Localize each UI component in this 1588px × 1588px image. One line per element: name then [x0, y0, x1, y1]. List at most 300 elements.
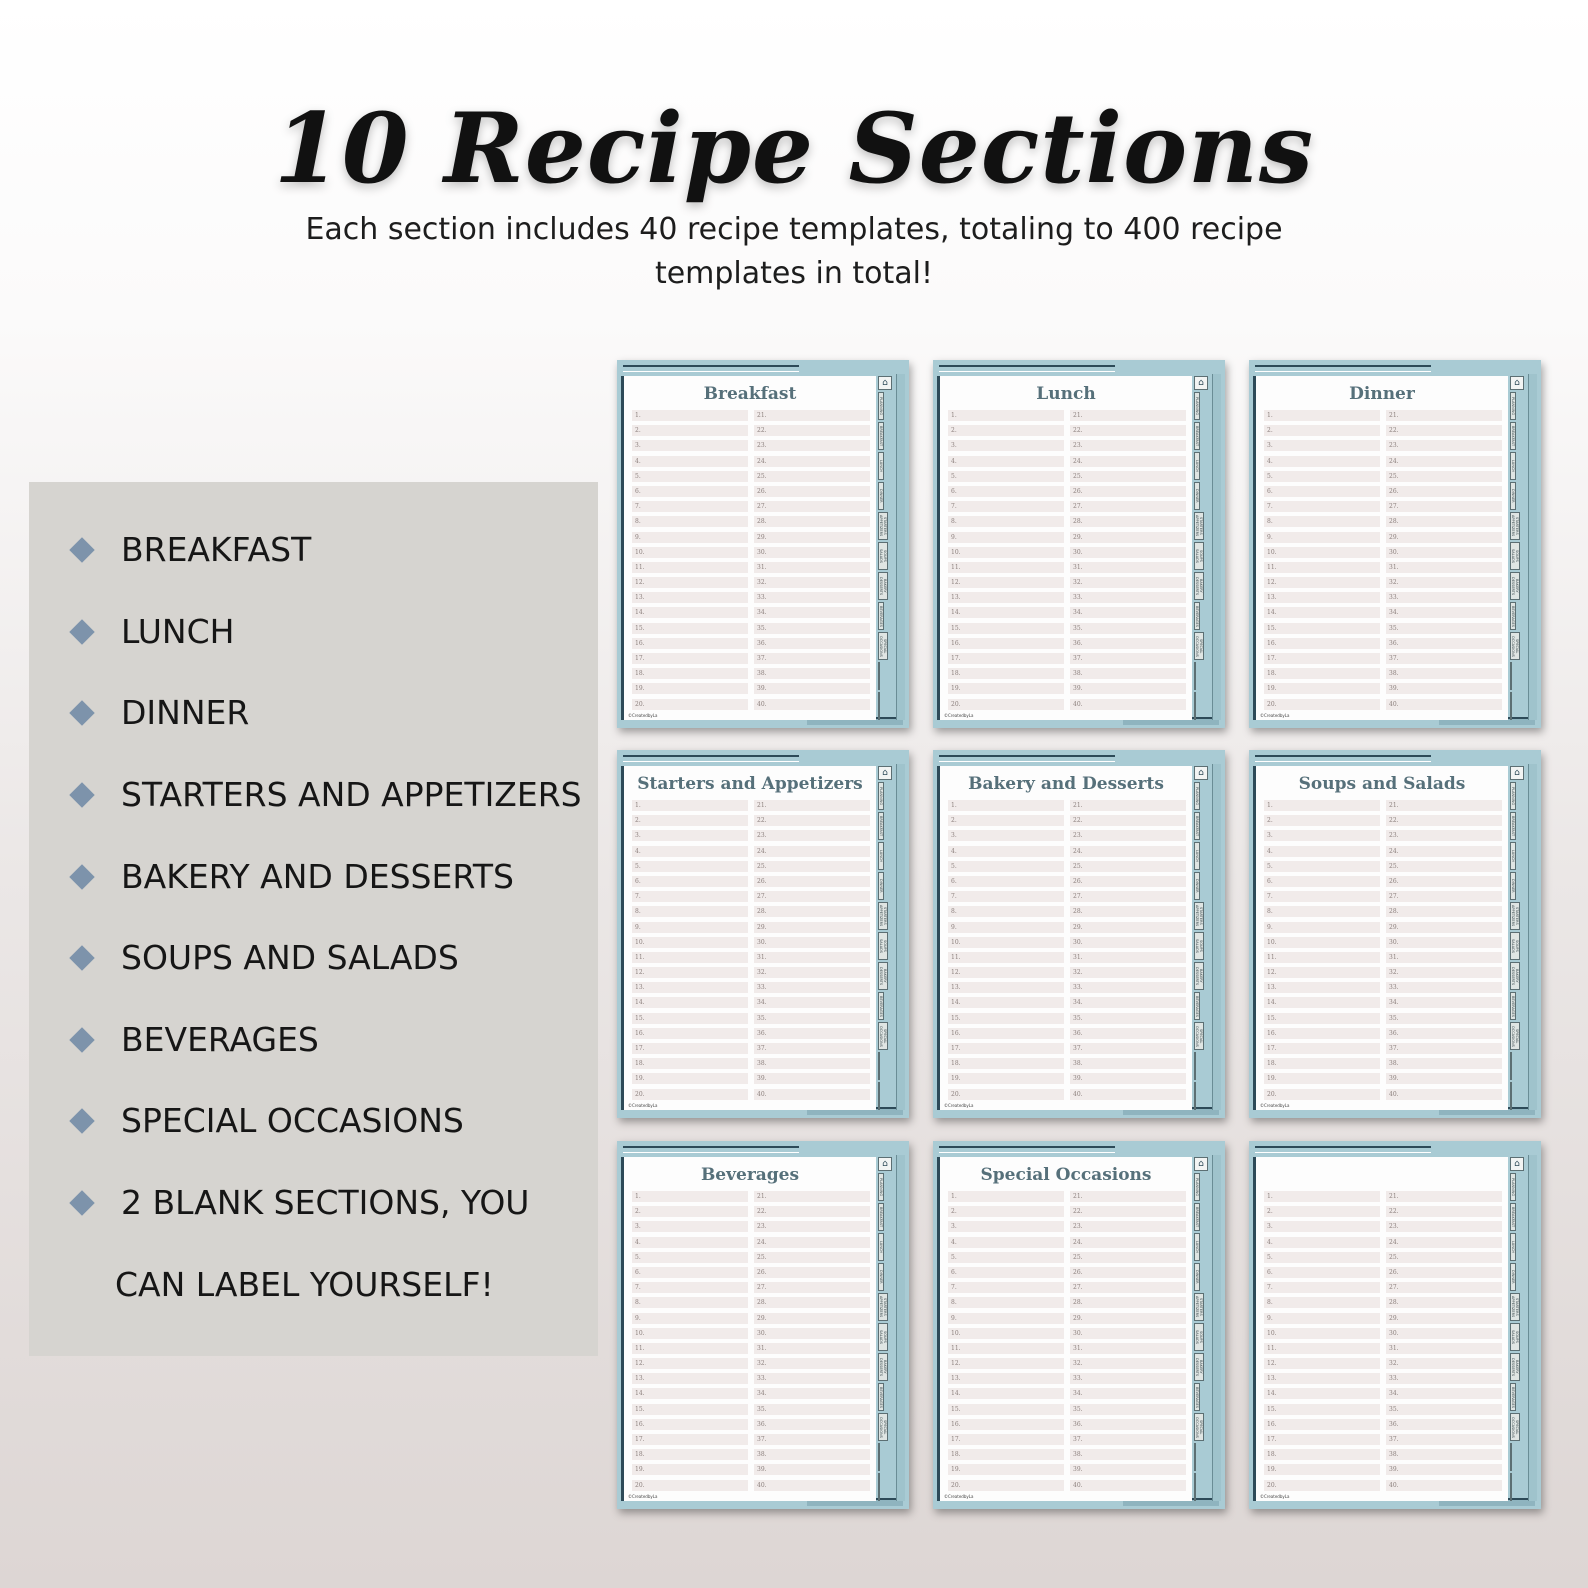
recipe-entry-field: 23. [1070, 1221, 1186, 1232]
section-tabs [878, 766, 892, 1106]
section-tab: LUNCH [1194, 452, 1200, 480]
recipe-index-row [632, 846, 870, 861]
recipe-entry-field: 8. [1264, 516, 1380, 527]
recipe-entry-field: 26. [754, 876, 870, 887]
recipe-entry-field: 3. [632, 440, 748, 451]
page-side-bar [1212, 374, 1221, 720]
recipe-index-row [632, 1221, 870, 1236]
recipe-entry-field: 39. [1386, 1464, 1502, 1475]
recipe-index-row [632, 547, 870, 562]
section-tab: SPECIAL OCCASIONS [878, 632, 888, 660]
recipe-entry-field: 2. [632, 1206, 748, 1217]
recipe-index-row [948, 1282, 1186, 1297]
recipe-entry-field: 28. [1386, 516, 1502, 527]
recipe-entry-field: 16. [1264, 1028, 1380, 1039]
recipe-entry-field: 23. [1386, 1221, 1502, 1232]
section-tab: BEVERAGES [1510, 602, 1516, 630]
recipe-index-rows [632, 1191, 870, 1495]
section-tab: BAKERY DESSERTS [1510, 1353, 1520, 1381]
recipe-entry-field: 36. [1386, 1028, 1502, 1039]
recipe-entry-field: 24. [1070, 456, 1186, 467]
recipe-index-row [948, 846, 1186, 861]
recipe-entry-field: 2. [948, 425, 1064, 436]
recipe-entry-field: 3. [1264, 440, 1380, 451]
recipe-entry-field: 38. [1386, 668, 1502, 679]
section-tab: PLANNING [878, 782, 884, 810]
recipe-entry-field: 28. [754, 516, 870, 527]
recipe-index-row [1264, 1282, 1502, 1297]
recipe-entry-field: 17. [632, 653, 748, 664]
section-tabs [1194, 1157, 1208, 1497]
blank-section-tab [878, 1443, 880, 1471]
recipe-entry-field: 28. [754, 906, 870, 917]
blank-section-tab [878, 692, 880, 720]
recipe-entry-field: 8. [1264, 1297, 1380, 1308]
recipe-entry-field: 40. [1386, 699, 1502, 710]
section-tab: SOUPS SALADS [1194, 932, 1204, 960]
recipe-entry-field: 24. [754, 846, 870, 857]
recipe-index-row [948, 1388, 1186, 1403]
recipe-index-row [948, 516, 1186, 531]
recipe-entry-field: 22. [1386, 1206, 1502, 1217]
blank-section-tab [1510, 662, 1512, 690]
recipe-entry-field: 7. [1264, 891, 1380, 902]
recipe-entry-field: 37. [754, 1043, 870, 1054]
recipe-entry-field: 35. [1070, 1013, 1186, 1024]
page-sheet [621, 1157, 876, 1501]
page-sheet [1253, 1157, 1508, 1501]
recipe-entry-field: 14. [948, 997, 1064, 1008]
page-top-rule [1255, 365, 1431, 372]
recipe-entry-field: 40. [1070, 1480, 1186, 1491]
recipe-entry-field: 29. [1070, 532, 1186, 543]
recipe-index-row [948, 1434, 1186, 1449]
recipe-index-row [632, 967, 870, 982]
recipe-entry-field: 32. [754, 577, 870, 588]
recipe-index-row [632, 440, 870, 455]
recipe-index-row [948, 876, 1186, 891]
recipe-entry-field: 29. [754, 922, 870, 933]
recipe-entry-field: 30. [1070, 547, 1186, 558]
recipe-entry-field: 18. [632, 1449, 748, 1460]
section-tab: SPECIAL OCCASIONS [1510, 632, 1520, 660]
recipe-entry-field: 27. [754, 1282, 870, 1293]
recipe-entry-field: 13. [1264, 592, 1380, 603]
recipe-entry-field: 24. [1070, 846, 1186, 857]
recipe-index-row [1264, 1343, 1502, 1358]
list-item: STARTERS AND APPETIZERS [73, 775, 582, 814]
recipe-index-row [948, 1464, 1186, 1479]
recipe-entry-field: 2. [948, 1206, 1064, 1217]
recipe-entry-field: 27. [1070, 501, 1186, 512]
recipe-entry-field: 11. [1264, 1343, 1380, 1354]
page-sheet [937, 1157, 1192, 1501]
recipe-index-row [632, 577, 870, 592]
recipe-index-row [1264, 1089, 1502, 1104]
recipe-entry-field: 34. [754, 1388, 870, 1399]
section-tab: LUNCH [1510, 842, 1516, 870]
recipe-entry-field: 1. [1264, 1191, 1380, 1202]
recipe-index-row [632, 1058, 870, 1073]
recipe-index-row [948, 1480, 1186, 1495]
recipe-entry-field: 36. [1386, 638, 1502, 649]
recipe-entry-field: 11. [948, 1343, 1064, 1354]
recipe-entry-field: 9. [948, 1313, 1064, 1324]
recipe-entry-field: 14. [632, 997, 748, 1008]
recipe-index-row [948, 800, 1186, 815]
section-tab: SOUPS SALADS [1194, 542, 1204, 570]
recipe-index-row [1264, 846, 1502, 861]
recipe-index-row [632, 1434, 870, 1449]
recipe-index-row [1264, 891, 1502, 906]
recipe-index-row [632, 623, 870, 638]
recipe-entry-field: 6. [1264, 876, 1380, 887]
recipe-entry-field: 1. [632, 1191, 748, 1202]
recipe-index-row [948, 1404, 1186, 1419]
recipe-entry-field: 12. [632, 577, 748, 588]
page-footer-credit: ©CreatedbyLa [1260, 1103, 1290, 1108]
section-tab: STARTERS APPETIZERS [878, 1293, 888, 1321]
section-tab: BREAKFAST [878, 1203, 884, 1231]
recipe-index-row [1264, 623, 1502, 638]
recipe-entry-field: 2. [632, 425, 748, 436]
recipe-entry-field: 7. [632, 891, 748, 902]
recipe-index-row [1264, 1449, 1502, 1464]
recipe-entry-field: 5. [948, 861, 1064, 872]
recipe-entry-field: 23. [754, 1221, 870, 1232]
recipe-entry-field: 6. [632, 1267, 748, 1278]
recipe-entry-field: 24. [1386, 456, 1502, 467]
recipe-entry-field: 6. [948, 876, 1064, 887]
recipe-entry-field: 11. [948, 562, 1064, 573]
section-tabs [1510, 766, 1524, 1106]
recipe-entry-field: 21. [1070, 800, 1186, 811]
recipe-section-page [933, 750, 1225, 1118]
recipe-index-row [1264, 699, 1502, 714]
recipe-entry-field: 30. [754, 1328, 870, 1339]
section-tab: BREAKFAST [1194, 422, 1200, 450]
recipe-index-row [948, 906, 1186, 921]
recipe-entry-field: 25. [1070, 861, 1186, 872]
recipe-entry-field: 6. [948, 486, 1064, 497]
recipe-index-row [1264, 638, 1502, 653]
recipe-entry-field: 24. [1070, 1237, 1186, 1248]
recipe-entry-field: 7. [948, 891, 1064, 902]
recipe-entry-field: 4. [1264, 846, 1380, 857]
section-tab: BEVERAGES [1194, 602, 1200, 630]
recipe-entry-field: 9. [1264, 922, 1380, 933]
recipe-entry-field: 13. [632, 592, 748, 603]
recipe-entry-field: 15. [632, 623, 748, 634]
recipe-entry-field: 6. [948, 1267, 1064, 1278]
recipe-section-page [1249, 360, 1541, 728]
recipe-entry-field: 27. [754, 501, 870, 512]
recipe-entry-field: 21. [754, 410, 870, 421]
recipe-index-row [948, 1058, 1186, 1073]
recipe-index-row [632, 562, 870, 577]
page-side-bar [1528, 764, 1537, 1110]
section-tab: STARTERS APPETIZERS [878, 902, 888, 930]
page-footer-credit: ©CreatedbyLa [944, 1494, 974, 1499]
list-item: LUNCH [73, 612, 234, 651]
recipe-entry-field: 14. [1264, 997, 1380, 1008]
recipe-index-row [632, 1089, 870, 1104]
recipe-index-row [948, 922, 1186, 937]
recipe-entry-field: 14. [948, 607, 1064, 618]
recipe-index-row [1264, 501, 1502, 516]
recipe-entry-field: 12. [948, 577, 1064, 588]
list-item: DINNER [73, 693, 249, 732]
recipe-index-row [1264, 952, 1502, 967]
section-tab: DINNER [1510, 872, 1516, 900]
recipe-entry-field: 33. [1070, 1373, 1186, 1384]
recipe-entry-field: 37. [1386, 1043, 1502, 1054]
section-tab: LUNCH [878, 842, 884, 870]
recipe-index-row [632, 425, 870, 440]
recipe-entry-field: 15. [1264, 1013, 1380, 1024]
recipe-entry-field: 31. [1070, 952, 1186, 963]
recipe-index-row [632, 861, 870, 876]
home-icon: ⌂ [878, 1157, 892, 1171]
page-top-rule [1255, 755, 1431, 762]
recipe-entry-field: 23. [1070, 440, 1186, 451]
section-tab: BEVERAGES [1510, 1383, 1516, 1411]
section-tab: DINNER [1510, 482, 1516, 510]
recipe-entry-field: 3. [948, 1221, 1064, 1232]
recipe-entry-field: 37. [1070, 653, 1186, 664]
recipe-entry-field: 5. [1264, 861, 1380, 872]
recipe-entry-field: 32. [1386, 577, 1502, 588]
recipe-entry-field: 35. [754, 623, 870, 634]
recipe-index-row [632, 1388, 870, 1403]
recipe-entry-field: 31. [1386, 1343, 1502, 1354]
recipe-entry-field: 18. [1264, 668, 1380, 679]
recipe-entry-field: 1. [948, 1191, 1064, 1202]
recipe-index-row [948, 471, 1186, 486]
section-tab: BAKERY DESSERTS [1194, 572, 1204, 600]
recipe-entry-field: 17. [1264, 1434, 1380, 1445]
recipe-entry-field: 26. [1386, 486, 1502, 497]
recipe-index-row [1264, 1404, 1502, 1419]
recipe-entry-field: 39. [754, 683, 870, 694]
recipe-entry-field: 32. [1070, 1358, 1186, 1369]
page-top-rule [623, 365, 799, 372]
recipe-entry-field: 3. [1264, 1221, 1380, 1232]
recipe-entry-field: 34. [1070, 997, 1186, 1008]
recipe-entry-field: 12. [632, 1358, 748, 1369]
recipe-entry-field: 16. [1264, 1419, 1380, 1430]
recipe-entry-field: 33. [1386, 592, 1502, 603]
recipe-index-row [948, 1267, 1186, 1282]
recipe-index-row [632, 906, 870, 921]
recipe-index-row [948, 410, 1186, 425]
recipe-entry-field: 40. [1070, 1089, 1186, 1100]
section-tab: SPECIAL OCCASIONS [878, 1413, 888, 1441]
recipe-entry-field: 12. [632, 967, 748, 978]
recipe-index-row [1264, 982, 1502, 997]
section-tab: SPECIAL OCCASIONS [1194, 1413, 1204, 1441]
home-icon: ⌂ [1510, 1157, 1524, 1171]
section-tab: STARTERS APPETIZERS [1194, 902, 1204, 930]
section-tab: BEVERAGES [878, 1383, 884, 1411]
recipe-index-row [948, 607, 1186, 622]
blank-section-tab [1510, 1473, 1512, 1501]
recipe-entry-field: 29. [754, 532, 870, 543]
recipe-entry-field: 10. [1264, 547, 1380, 558]
page-side-bar [1528, 374, 1537, 720]
section-tab: BEVERAGES [878, 992, 884, 1020]
section-tabs [1194, 376, 1208, 716]
recipe-index-row [632, 1206, 870, 1221]
section-tab: BREAKFAST [878, 812, 884, 840]
recipe-entry-field: 26. [754, 486, 870, 497]
recipe-entry-field: 25. [754, 471, 870, 482]
section-page-title: Special Occasions [980, 1165, 1152, 1185]
recipe-entry-field: 19. [948, 1073, 1064, 1084]
page-footer-credit: ©CreatedbyLa [944, 1103, 974, 1108]
recipe-entry-field: 17. [948, 1434, 1064, 1445]
list-item: BREAKFAST [73, 530, 311, 569]
recipe-index-row [632, 800, 870, 815]
blank-section-tab [878, 1082, 880, 1110]
recipe-entry-field: 29. [754, 1313, 870, 1324]
section-tabs [1510, 1157, 1524, 1497]
recipe-entry-field: 38. [1070, 1449, 1186, 1460]
recipe-index-row [1264, 1480, 1502, 1495]
recipe-entry-field: 17. [1264, 1043, 1380, 1054]
list-item-continuation: CAN LABEL YOURSELF! [115, 1265, 494, 1304]
recipe-index-row [632, 1464, 870, 1479]
recipe-entry-field: 1. [1264, 410, 1380, 421]
recipe-index-row [948, 1221, 1186, 1236]
section-page-title: Bakery and Desserts [968, 774, 1164, 794]
section-tabs [878, 376, 892, 716]
list-item: SOUPS AND SALADS [73, 938, 459, 977]
recipe-entry-field: 19. [1264, 1464, 1380, 1475]
recipe-entry-field: 39. [1386, 1073, 1502, 1084]
blank-section-tab [1194, 1443, 1196, 1471]
recipe-index-row [948, 1358, 1186, 1373]
recipe-entry-field: 32. [1070, 577, 1186, 588]
section-tab: SOUPS SALADS [878, 1323, 888, 1351]
recipe-index-row [632, 1267, 870, 1282]
section-tab: SOUPS SALADS [878, 932, 888, 960]
recipe-index-row [632, 1343, 870, 1358]
recipe-entry-field: 19. [1264, 1073, 1380, 1084]
recipe-entry-field: 31. [1070, 1343, 1186, 1354]
recipe-index-row [632, 699, 870, 714]
recipe-index-row [632, 997, 870, 1012]
recipe-entry-field: 1. [632, 410, 748, 421]
recipe-entry-field: 30. [754, 937, 870, 948]
recipe-index-row [948, 1419, 1186, 1434]
recipe-section-page [617, 750, 909, 1118]
recipe-entry-field: 20. [948, 699, 1064, 710]
recipe-entry-field: 40. [754, 1089, 870, 1100]
recipe-entry-field: 12. [948, 967, 1064, 978]
recipe-entry-field: 26. [1070, 876, 1186, 887]
recipe-entry-field: 28. [1386, 1297, 1502, 1308]
recipe-index-row [1264, 800, 1502, 815]
recipe-index-row [1264, 410, 1502, 425]
recipe-entry-field: 2. [1264, 1206, 1380, 1217]
recipe-index-row [632, 1358, 870, 1373]
recipe-entry-field: 39. [1070, 1073, 1186, 1084]
recipe-entry-field: 7. [632, 1282, 748, 1293]
recipe-section-page [933, 360, 1225, 728]
diamond-icon [69, 537, 94, 562]
recipe-entry-field: 25. [1386, 861, 1502, 872]
recipe-entry-field: 16. [632, 638, 748, 649]
recipe-entry-field: 10. [632, 547, 748, 558]
recipe-entry-field: 32. [1070, 967, 1186, 978]
recipe-index-row [1264, 1464, 1502, 1479]
recipe-index-row [1264, 876, 1502, 891]
recipe-entry-field: 35. [1386, 623, 1502, 634]
recipe-section-page [1249, 750, 1541, 1118]
page-footer-credit: ©CreatedbyLa [944, 713, 974, 718]
recipe-entry-field: 20. [632, 1089, 748, 1100]
page-footer-credit: ©CreatedbyLa [628, 1494, 658, 1499]
recipe-index-row [948, 425, 1186, 440]
recipe-entry-field: 36. [754, 638, 870, 649]
recipe-entry-field: 31. [1386, 952, 1502, 963]
recipe-entry-field: 28. [1070, 1297, 1186, 1308]
recipe-index-row [632, 1313, 870, 1328]
recipe-entry-field: 20. [632, 1480, 748, 1491]
recipe-entry-field: 10. [948, 1328, 1064, 1339]
recipe-index-row [632, 668, 870, 683]
recipe-entry-field: 20. [1264, 1089, 1380, 1100]
recipe-entry-field: 4. [632, 1237, 748, 1248]
page-sheet [1253, 376, 1508, 720]
recipe-entry-field: 37. [754, 653, 870, 664]
recipe-index-rows [1264, 1191, 1502, 1495]
home-icon: ⌂ [1194, 766, 1208, 780]
page-footer-credit: ©CreatedbyLa [628, 713, 658, 718]
section-tab: BREAKFAST [878, 422, 884, 450]
recipe-entry-field: 17. [632, 1434, 748, 1445]
blank-section-tab [1194, 662, 1196, 690]
recipe-index-row [948, 501, 1186, 516]
section-tab: STARTERS APPETIZERS [1510, 1293, 1520, 1321]
recipe-entry-field: 18. [948, 1058, 1064, 1069]
recipe-index-row [948, 456, 1186, 471]
recipe-entry-field: 21. [1070, 410, 1186, 421]
recipe-index-row [1264, 486, 1502, 501]
recipe-index-row [632, 607, 870, 622]
section-tab: DINNER [1194, 1263, 1200, 1291]
recipe-entry-field: 9. [948, 922, 1064, 933]
recipe-entry-field: 13. [948, 1373, 1064, 1384]
recipe-index-row [948, 952, 1186, 967]
recipe-entry-field: 10. [948, 547, 1064, 558]
recipe-entry-field: 23. [754, 830, 870, 841]
section-tab: BAKERY DESSERTS [1510, 962, 1520, 990]
recipe-index-row [1264, 1434, 1502, 1449]
section-tab: BAKERY DESSERTS [878, 1353, 888, 1381]
recipe-entry-field: 34. [1386, 1388, 1502, 1399]
recipe-entry-field: 10. [1264, 1328, 1380, 1339]
section-tab: SOUPS SALADS [878, 542, 888, 570]
home-icon: ⌂ [878, 766, 892, 780]
recipe-entry-field: 17. [632, 1043, 748, 1054]
section-page-title: Soups and Salads [1298, 774, 1466, 794]
home-icon: ⌂ [1194, 376, 1208, 390]
recipe-entry-field: 18. [948, 668, 1064, 679]
recipe-index-row [948, 699, 1186, 714]
recipe-entry-field: 32. [1386, 967, 1502, 978]
